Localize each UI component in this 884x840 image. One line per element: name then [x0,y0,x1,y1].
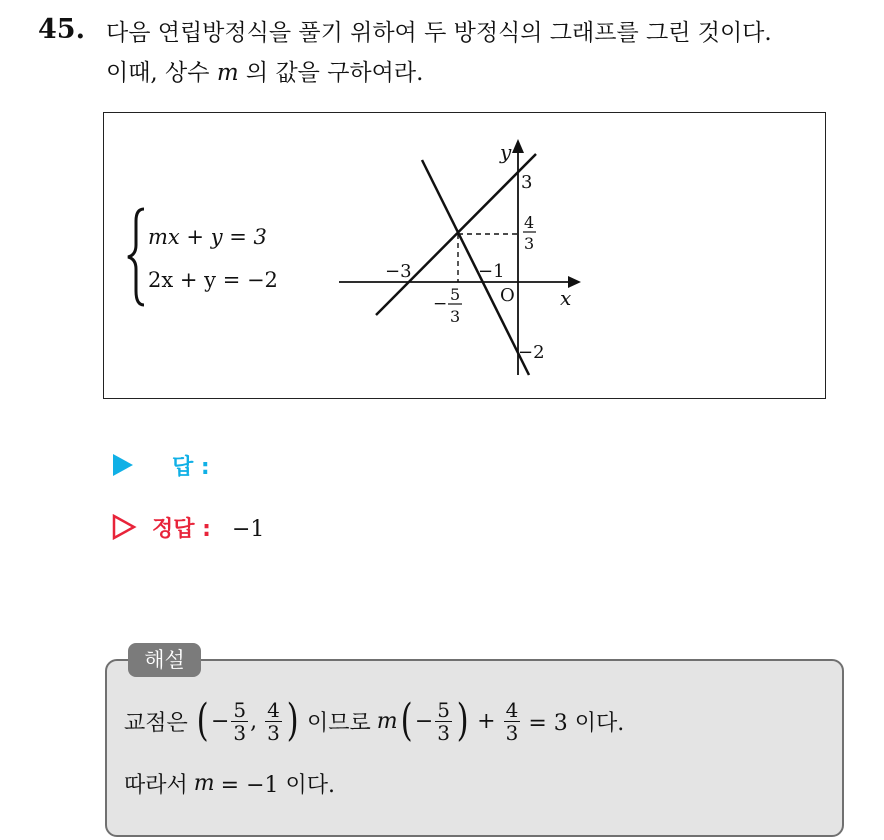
exp-frac-1-num: 5 [233,697,247,722]
explanation-line1 [124,686,624,756]
question-text-before: 이때, 상수 [106,60,217,86]
right-paren: ) [286,695,299,746]
exp-frac-4-num: 4 [505,697,519,722]
exp-frac-2-den: 3 [267,720,280,745]
exp-frac-4-den: 3 [505,720,519,745]
x-intercept-neg1-label: −1 [478,261,505,282]
red-triangle-outline-icon [111,514,137,540]
exp-frac-3 [435,699,452,744]
exp-neg-sign-2: − [414,708,434,734]
x-frac-sign: − [433,294,448,314]
answer-label: 답 : [172,455,210,480]
left-paren-2: ( [400,695,413,746]
x-axis-label: x [560,286,572,310]
exp-text-intersection: 교점은 [124,710,188,736]
question-number: 45. [38,14,85,45]
system-equation-2: 2x + y = −2 [148,268,278,292]
figure-box [103,112,826,399]
y-frac-denominator: 3 [524,234,535,253]
y-intercept-3-label: 3 [521,172,533,193]
variable-m: m [216,60,239,86]
exp-equals-3: = 3 이다. [528,710,625,736]
exp-result: = −1 이다. [220,773,335,798]
exp-plus: + [477,708,496,734]
x-frac-denominator: 3 [450,307,461,326]
explanation-line2 [124,768,335,799]
exp-frac-1 [231,699,248,744]
question-text-line1: 다음 연립방정식을 풀기 위하여 두 방정식의 그래프를 그린 것이다. [106,20,772,46]
system-brace [128,209,144,305]
exp-text-therefore: 따라서 [124,773,188,798]
exp-frac-3-num: 5 [437,697,450,722]
exp-frac-2 [265,699,282,744]
y-intercept-neg2-label: −2 [518,342,545,363]
left-paren: ( [196,695,209,746]
graph-svg [104,113,827,400]
question-text-after: 의 값을 구하여라. [238,60,424,86]
x-frac-numerator: 5 [450,285,461,304]
y-axis-label: y [500,140,512,164]
explanation-tab: 해설 [128,643,201,677]
exp-frac-2-num: 4 [267,697,280,722]
correct-answer-row [111,512,264,543]
blue-triangle-icon [111,453,135,477]
line-2x-plus-y-eq-neg2 [422,160,529,375]
right-paren-2: ) [456,695,469,746]
exp-frac-1-den: 3 [233,720,247,745]
x-intercept-neg3-label: −3 [385,261,412,282]
exp-var-m: m [376,708,398,734]
y-frac-numerator: 4 [524,213,535,232]
exp-comma: , [250,708,258,734]
system-equation-1: mx + y = 3 [148,225,267,249]
answer-row [111,450,210,481]
exp-frac-4 [504,699,521,744]
exp-neg-sign: − [210,708,230,734]
origin-label: O [500,285,515,306]
correct-answer-value: −1 [231,517,265,542]
exp-frac-3-den: 3 [437,720,450,745]
exp-text-so: 이므로 [307,710,371,736]
exp-var-m-2: m [193,771,215,796]
y-axis-arrow [512,139,524,153]
correct-answer-label: 정답 : [152,517,211,542]
question-text-line2 [106,54,423,87]
